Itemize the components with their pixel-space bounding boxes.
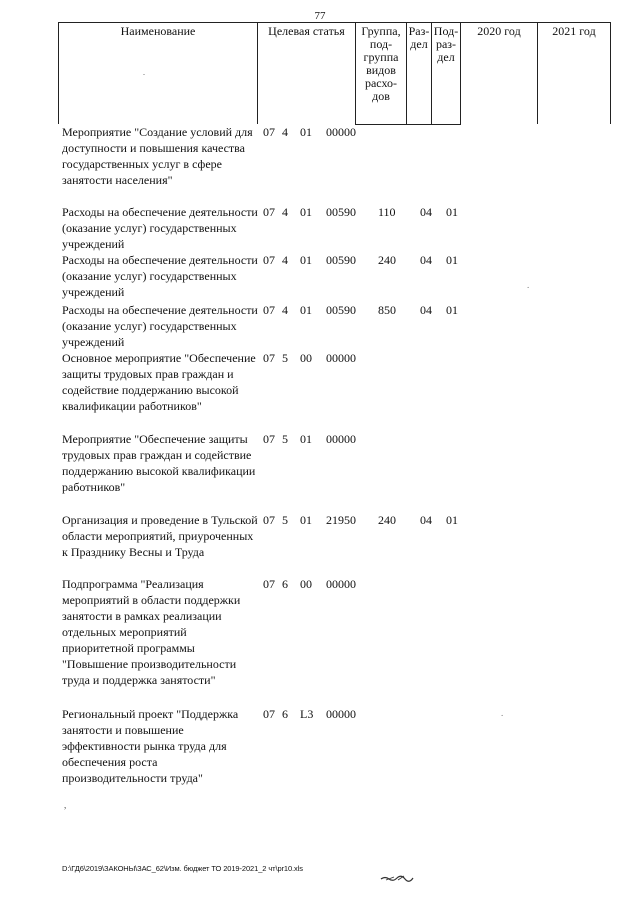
row-podrazdel: 01 [446, 205, 458, 219]
row-code: 00590 [326, 253, 356, 267]
row-code: 07 [263, 432, 275, 446]
row-code: 07 [263, 513, 275, 527]
header-group-line: видов [366, 63, 396, 77]
row-code: 00590 [326, 303, 356, 317]
header-group-line: Группа, [361, 24, 401, 38]
row-code: L3 [300, 707, 314, 721]
header-group-line: под- [369, 37, 393, 51]
row-name: Подпрограмма "Реализация мероприятий в области поддержки занятости в рамках реализации отдельных мероприятий приоритетной программы "Повышение производительности труда и поддержка занятости" [62, 577, 241, 687]
row-code: 07 [263, 707, 275, 721]
row-code: 6 [282, 577, 288, 591]
row-group: 110 [378, 205, 396, 219]
row-name: Мероприятие "Обеспечение защиты трудовых прав граждан и содействие поддержанию высокой квалификации работников" [62, 432, 256, 494]
row-code: 00590 [326, 205, 356, 219]
page-number: 77 [314, 10, 326, 22]
row-code: 01 [300, 125, 312, 139]
header-group-line: группа [363, 50, 399, 64]
row-code: 4 [282, 303, 288, 317]
header-razdel-line: дел [410, 37, 428, 51]
header-razdel-line: Раз- [408, 24, 430, 38]
row-razdel: 04 [420, 205, 432, 219]
row-name: Мероприятие "Создание условий для доступности и повышения качества государственных услуг в сфере занятости населения" [62, 125, 253, 187]
row-code: 5 [282, 351, 288, 365]
scribble-mark [380, 874, 414, 882]
row-code: 01 [300, 205, 312, 219]
row-code: 01 [300, 253, 312, 267]
scan-mark: . [527, 280, 530, 290]
scan-mark: , [64, 800, 67, 810]
header-podrazdel-line: Под- [433, 24, 459, 38]
row-podrazdel: 01 [446, 253, 458, 267]
header-group [356, 23, 407, 125]
row-code: 07 [263, 303, 275, 317]
row-code: 00000 [326, 351, 356, 365]
row-code: 00000 [326, 125, 356, 139]
row-code: 5 [282, 432, 288, 446]
header-2021: 2021 год [538, 23, 611, 125]
row-group: 240 [378, 513, 396, 527]
row-name: Расходы на обеспечение деятельности (оказание услуг) государственных учреждений [62, 253, 258, 299]
row-code: 07 [263, 125, 275, 139]
row-code: 4 [282, 125, 288, 139]
row-code: 00 [300, 577, 312, 591]
row-group: 850 [378, 303, 396, 317]
table-header [58, 22, 611, 125]
row-razdel: 04 [420, 303, 432, 317]
row-code: 07 [263, 351, 275, 365]
row-name: Расходы на обеспечение деятельности (оказание услуг) государственных учреждений [62, 205, 258, 251]
row-razdel: 04 [420, 253, 432, 267]
header-group-line: расхо- [364, 76, 398, 90]
scan-mark: . [501, 708, 504, 718]
row-code: 21950 [326, 513, 356, 527]
row-code: 00 [300, 351, 312, 365]
row-podrazdel: 01 [446, 513, 458, 527]
row-code: 4 [282, 205, 288, 219]
row-code: 00000 [326, 707, 356, 721]
header-podrazdel-line: раз- [435, 37, 457, 51]
row-code: 00000 [326, 432, 356, 446]
scan-mark: . [143, 68, 145, 77]
row-group: 240 [378, 253, 396, 267]
row-code: 4 [282, 253, 288, 267]
row-code: 01 [300, 303, 312, 317]
row-code: 01 [300, 513, 312, 527]
row-code: 01 [300, 432, 312, 446]
row-code: 00000 [326, 577, 356, 591]
row-name: Региональный проект "Поддержка занятости и повышение эффективности рынка труда для обеспечения роста производительности труда" [62, 707, 239, 785]
row-code: 07 [263, 205, 275, 219]
row-name: Организация и проведение в Тульской области мероприятий, приуроченных к Празднику Весны и Труда [62, 513, 258, 559]
header-target: Целевая статья [258, 23, 356, 125]
header-podrazdel-line: дел [437, 50, 455, 64]
header-podrazdel [432, 23, 461, 125]
header-2020: 2020 год [461, 23, 538, 125]
row-razdel: 04 [420, 513, 432, 527]
row-podrazdel: 01 [446, 303, 458, 317]
file-path-footer: D:\ГД6\2019\ЗАКОНЫ\ЗАС_62\Изм. бюджет ТО 2019-2021_2 чт\pr10.xls [62, 864, 303, 873]
row-name: Расходы на обеспечение деятельности (оказание услуг) государственных учреждений [62, 303, 258, 349]
header-razdel [407, 23, 432, 125]
row-code: 5 [282, 513, 288, 527]
header-group-line: дов [372, 89, 390, 103]
header-name: Наименование [59, 23, 258, 125]
row-code: 6 [282, 707, 288, 721]
row-code: 07 [263, 577, 275, 591]
row-name: Основное мероприятие "Обеспечение защиты трудовых прав граждан и содействие поддержанию высокой квалификации работников" [62, 351, 256, 413]
row-code: 07 [263, 253, 275, 267]
